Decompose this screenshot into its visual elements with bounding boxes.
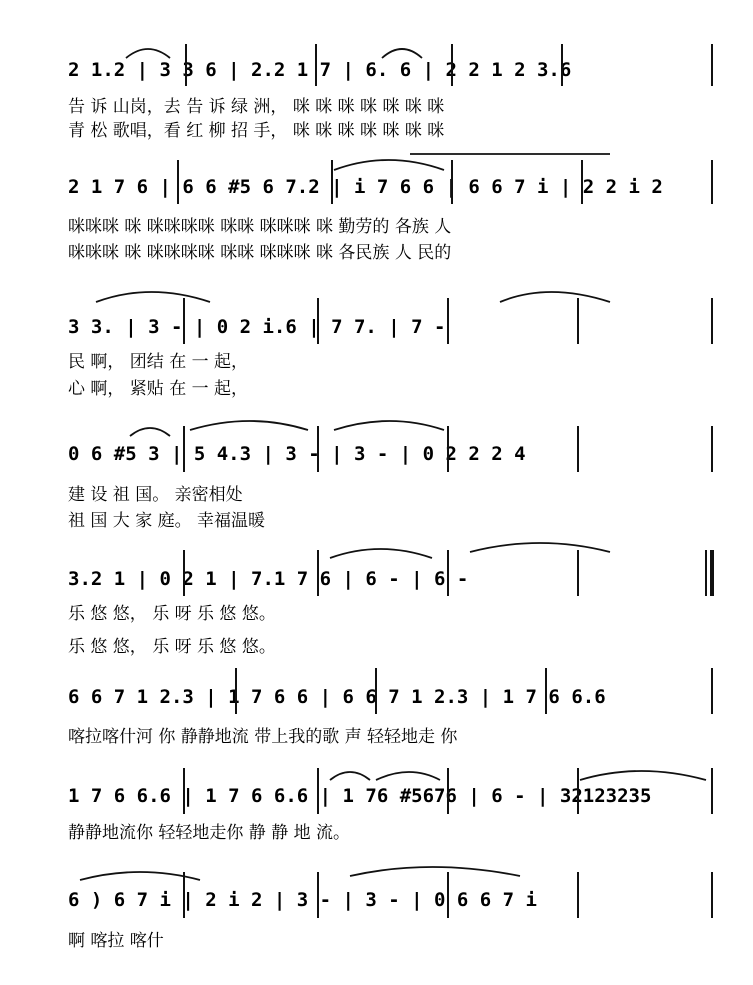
lyrics-line-1-verse-1: 告 诉 山岗，去 告 诉 绿 洲， 咪 咪 咪 咪 咪 咪 咪 <box>68 97 445 117</box>
staff-line-8 <box>68 889 537 951</box>
lyrics-line-4-verse-1: 建 设 祖 国。 亲密相处 <box>68 485 243 505</box>
staff-line-5 <box>68 568 468 657</box>
staff-line-3 <box>68 316 446 399</box>
staff-line-1 <box>68 59 571 141</box>
notation-line-5: 3.2 1 | 0 2 1 | 7.1 7 6 | 6 - | 6 - <box>68 568 469 590</box>
lyrics-line-7: 静静地流你 轻轻地走你 静 静 地 流。 <box>68 823 351 843</box>
lyrics-line-4-verse-2: 祖 国 大 家 庭。 幸福温暖 <box>68 511 266 531</box>
lyrics-line-5-verse-1: 乐 悠 悠， 乐 呀 乐 悠 悠。 <box>68 604 276 624</box>
notation-line-2: 2 1 7 6 | 6 6 #5 6 7.2 | i 7 6 6 | 6 6 7 i | 2 2 i 2 <box>68 176 663 198</box>
staff-line-6 <box>68 686 606 747</box>
lyrics-line-2-verse-2: 咪咪咪 咪 咪咪咪咪 咪咪 咪咪咪 咪 各民族 人 民的 <box>68 243 452 263</box>
staff-line-7 <box>68 785 651 843</box>
staff-line-4 <box>68 443 526 531</box>
lyrics-line-1-verse-2: 青 松 歌唱，看 红 柳 招 手， 咪 咪 咪 咪 咪 咪 咪 <box>68 121 445 141</box>
notation-line-3: 3 3. | 3 - | 0 2 i.6 | 7 7. | 7 - <box>68 316 446 338</box>
lyrics-line-5-verse-2: 乐 悠 悠， 乐 呀 乐 悠 悠。 <box>68 637 276 657</box>
lyrics-line-6: 喀拉喀什河 你 静静地流 带上我的歌 声 轻轻地走 你 <box>68 727 458 747</box>
notation-line-7: 1 7 6 6.6 | 1 7 6 6.6 | 1 76 #5676 | 6 - | 32123235 <box>68 785 652 807</box>
lyrics-line-3-verse-2: 心 啊， 紧贴 在 一 起， <box>68 379 249 399</box>
lyrics-line-3-verse-1: 民 啊， 团结 在 一 起， <box>68 352 249 372</box>
staff-line-2 <box>68 176 663 263</box>
lyrics-line-8: 啊 喀拉 喀什 <box>68 931 164 951</box>
notation-line-6: 6 6 7 1 2.3 | 1 7 6 6 | 6 6 7 1 2.3 | 1 7 6 6.6 <box>68 686 606 708</box>
notation-line-1: 2 1.2 | 3 3 6 | 2.2 1 7 | 6. 6 | 2 2 1 2 3.6 <box>68 59 572 81</box>
notation-line-8: 6 ) 6 7 i | 2 i 2 | 3 - | 3 - | 0 6 6 7 i <box>68 889 537 911</box>
lyrics-line-2-verse-1: 咪咪咪 咪 咪咪咪咪 咪咪 咪咪咪 咪 勤劳的 各族 人 <box>68 217 452 237</box>
notation-line-4: 0 6 #5 3 | 5 4.3 | 3 - | 3 - | 0 2 2 2 4 <box>68 443 526 465</box>
